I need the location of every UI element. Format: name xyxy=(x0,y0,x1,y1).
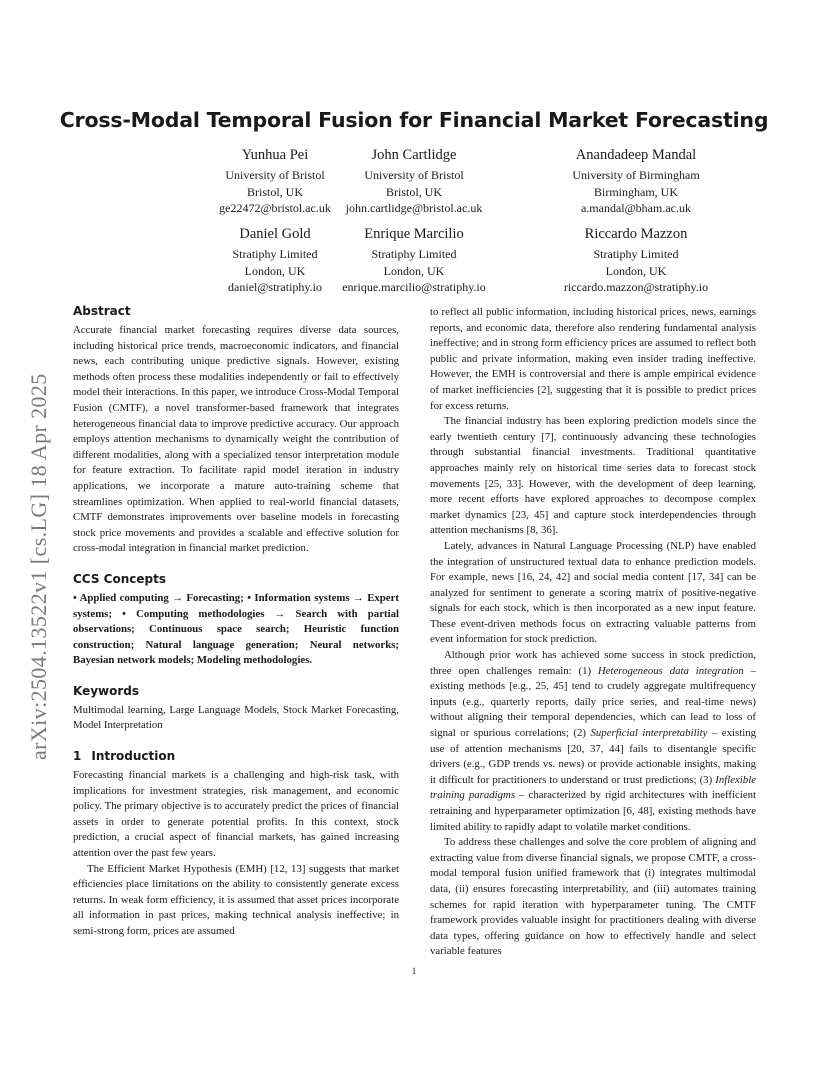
author-name: John Cartlidge xyxy=(371,147,457,163)
author-block xyxy=(299,225,529,296)
left-column xyxy=(73,303,399,940)
ccs-concepts-text: • Applied computing → Forecasting; • Information systems → Expert systems; • Computing methodologies → Search with partial observations; Continuous space search; Heuristic function construction; Natural language generation; Neural networks; Bayesian network models; Modeling methodologies. xyxy=(73,591,399,667)
author-location: Birmingham, UK xyxy=(594,184,678,199)
author-block xyxy=(521,225,751,296)
section-title: Introduction xyxy=(91,749,176,764)
body-paragraph-2: The financial industry has been exploring prediction models since the early twentieth century [7], continuously advancing these technologies through substantial financial investments. Traditional quantitative approaches mainly rely on historical time series data to forecast stock movements [25, 33]. However, with the development of deep learning, more recent efforts have explored approaches to decompose complex market dynamics [23, 45] and capture stock interdependencies through attention mechanisms [8, 36]. xyxy=(430,415,756,537)
author-email: a.mandal@bham.ac.uk xyxy=(580,201,691,215)
emphasis-text: Inflexible training paradigms xyxy=(430,773,756,802)
author-name: Anandadeep Mandal xyxy=(575,147,697,163)
author-name: Riccardo Mazzon xyxy=(584,226,688,242)
arxiv-identifier: arXiv:2504.13522v1 [cs.LG] 18 Apr 2025 xyxy=(26,373,51,760)
emphasis-text: Superficial interpretability xyxy=(590,727,708,740)
author-email: riccardo.mazzon@stratiphy.io xyxy=(563,280,709,294)
author-affiliation: University of Birmingham xyxy=(572,168,700,182)
author-name: Daniel Gold xyxy=(239,226,311,242)
body-paragraph-5: To address these challenges and solve the core problem of aligning and extracting value from diverse financial signals, we propose CMTF, a cross-modal temporal fusion unified framework that (i) integrates multimodal data, (ii) ensures forecasting interpretability, and (iii) automates training schemes for rapid iteration with hyperparameter tuning. The CMTF framework provides valuable insight for practitioners dealing with diverse data types, offering guidance on how to effectively handle and select variable features xyxy=(430,836,756,958)
paper-title: Cross-Modal Temporal Fusion for Financial Market Forecasting xyxy=(59,108,769,132)
text-run: – existing use of attention mechanisms [20, 37, 44] fails to disentangle specific drivers (e.g., GDP trends vs. news) or provide actionable insights, making it difficult for practitioners to understand or trust predictions; (3) xyxy=(430,727,756,786)
author-affiliation: Stratiphy Limited xyxy=(593,247,679,261)
author-name: Enrique Marcilio xyxy=(364,226,464,242)
keywords-heading: Keywords xyxy=(73,683,140,698)
author-affiliation: University of Bristol xyxy=(364,168,464,182)
intro-paragraph-1: Forecasting financial markets is a challenging and high-risk task, with implications for investment strategies, risk management, and economic policy. The primary objective is to accurately predict the prices of financial assets in order to generate potential profits. In this context, stock prediction, a crucial aspect of financial markets, has gained increasing attention over the past few years. xyxy=(73,769,399,860)
section-number: 1 xyxy=(73,749,82,764)
author-name: Yunhua Pei xyxy=(241,147,309,163)
keywords-text: Multimodal learning, Large Language Models, Stock Market Forecasting, Model Interpretation xyxy=(73,703,399,732)
author-affiliation: Stratiphy Limited xyxy=(371,247,457,261)
text-run: Although prior work has achieved some success in stock prediction, three open challenges remain: (1) xyxy=(430,649,756,677)
abstract-text: Accurate financial market forecasting requires diverse data sources, including historical price trends, macroeconomic indicators, and financial news, each contributing unique predictive signals. However, existing methods often process these modalities independently or fail to effectively model their interactions. In this paper, we introduce Cross-Modal Temporal Fusion (CMTF), a novel transformer-based framework that integrates heterogeneous financial data to improve predictive accuracy. Our approach employs attention mechanisms to dynamically weight the contribution of different modalities, along with a specialized tensor interpretation module for feature extraction. To facilitate rapid model iteration in industry applications, we incorporate a mature auto-training scheme that streamlines optimization. When applied to real-world financial datasets, CMTF demonstrates improvements over baseline models in forecasting stock price movements and provides a scalable and effective solution for cross-modal integration in financial market prediction. xyxy=(73,324,399,555)
author-location: London, UK xyxy=(605,263,667,278)
author-block xyxy=(299,146,529,217)
ccs-heading: CCS Concepts xyxy=(73,571,166,586)
body-paragraph-1: to reflect all public information, including historical prices, news, earnings reports, and economic data, therefore also rendering fundamental analysis ineffective; and in strong form efficiency prices are assumed to reflect both public and private information, making even insider trading ineffective. However, the EMH is controversial and there is ample empirical evidence of market inefficiencies [2], suggesting that it is possible to predict prices for excess returns. xyxy=(430,306,756,412)
right-column xyxy=(430,305,756,960)
introduction-heading xyxy=(73,748,399,764)
author-affiliation: Stratiphy Limited xyxy=(232,247,318,261)
intro-paragraph-2: The Efficient Market Hypothesis (EMH) [12, 13] suggests that market efficiencies place limitations on the ability to consistently generate excess returns. In weak form efficiency, it is assumed that asset prices incorporate all information in past prices, making technical analysis ineffective; in semi-strong form, prices are assumed xyxy=(73,862,399,937)
text-run: – characterized by rigid architectures with inefficient retraining and hyperparameter optimization [6, 48], existing methods have limited ability to rapidly adapt to volatile market conditions. xyxy=(430,789,757,833)
author-email: ge22472@bristol.ac.uk xyxy=(219,201,331,215)
page-number: 1 xyxy=(411,966,417,976)
author-email: john.cartlidge@bristol.ac.uk xyxy=(345,201,483,215)
author-block xyxy=(521,146,751,217)
emphasis-text: Heterogeneous data integration xyxy=(597,664,744,677)
body-paragraph-3: Lately, advances in Natural Language Processing (NLP) have enabled the integration of unstructured textual data to enhance prediction models. For example, news [16, 24, 42] and social media content [17, 34] can be analyzed for sentiment to generate a scoring matrix of positive-negative signals for each stock, which is then incorporated as a new input feature. These event-driven methods focus on extracting valuable patterns from event information for stock prediction. xyxy=(430,539,756,646)
body-paragraph-4 xyxy=(430,648,756,835)
author-location: London, UK xyxy=(383,263,445,278)
author-location: Bristol, UK xyxy=(385,184,442,199)
author-email: enrique.marcilio@stratiphy.io xyxy=(342,280,486,294)
author-location: Bristol, UK xyxy=(246,184,303,199)
author-affiliation: University of Bristol xyxy=(225,168,325,182)
text-run: – existing methods [e.g., 25, 45] tend to crudely aggregate multifrequency inputs (e.g., quarterly reports, daily price series, and real-time news) without aligning their temporal dependencies, which can lead to loss of signal or spurious correlations; (2) xyxy=(430,664,756,740)
author-location: London, UK xyxy=(244,263,306,278)
abstract-heading: Abstract xyxy=(73,304,131,318)
author-email: daniel@stratiphy.io xyxy=(228,280,322,294)
